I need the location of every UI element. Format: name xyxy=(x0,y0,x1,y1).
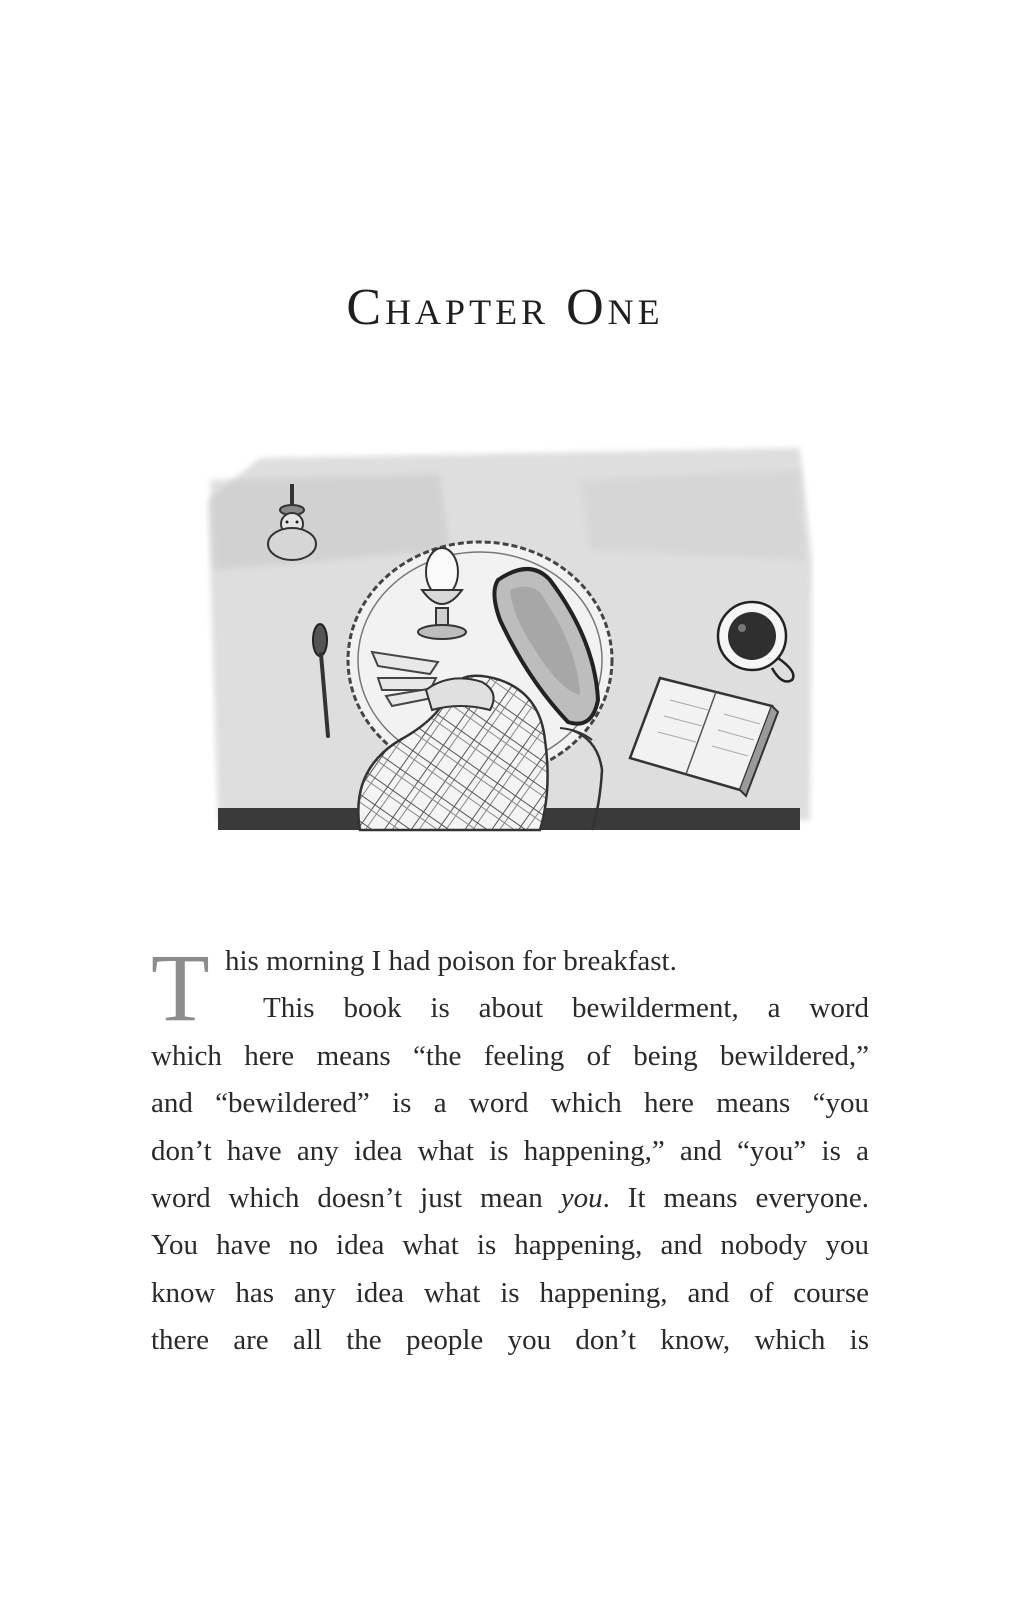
paragraph-line: You have no idea what is happening, and nobody you xyxy=(151,1229,869,1262)
paragraph-line xyxy=(151,1175,869,1222)
paragraph-line: which here means “the feeling of being bewildered,” xyxy=(151,1039,869,1072)
paragraph-line: there are all the people you don’t know, which is xyxy=(151,1324,869,1357)
paragraph-line: and “bewildered” is a word which here means “you xyxy=(151,1087,869,1120)
first-line-text: his morning I had poison for breakfast. xyxy=(225,945,677,977)
drop-cap: T xyxy=(151,934,210,1041)
line6-before: word which doesn’t just mean xyxy=(151,1182,561,1215)
line6-after: . It means everyone. xyxy=(602,1182,869,1215)
paragraph-line: don’t have any idea what is happening,” and “you” is a xyxy=(151,1134,869,1167)
paragraph-line: know has any idea what is happening, and of course xyxy=(151,1276,869,1309)
breakfast-illustration xyxy=(200,440,815,840)
paragraph-line: This book is about bewilderment, a word xyxy=(263,992,869,1025)
emphasis-you: you xyxy=(560,1182,603,1215)
chapter-title: Chapter One xyxy=(346,279,664,336)
body-text xyxy=(151,934,869,1365)
